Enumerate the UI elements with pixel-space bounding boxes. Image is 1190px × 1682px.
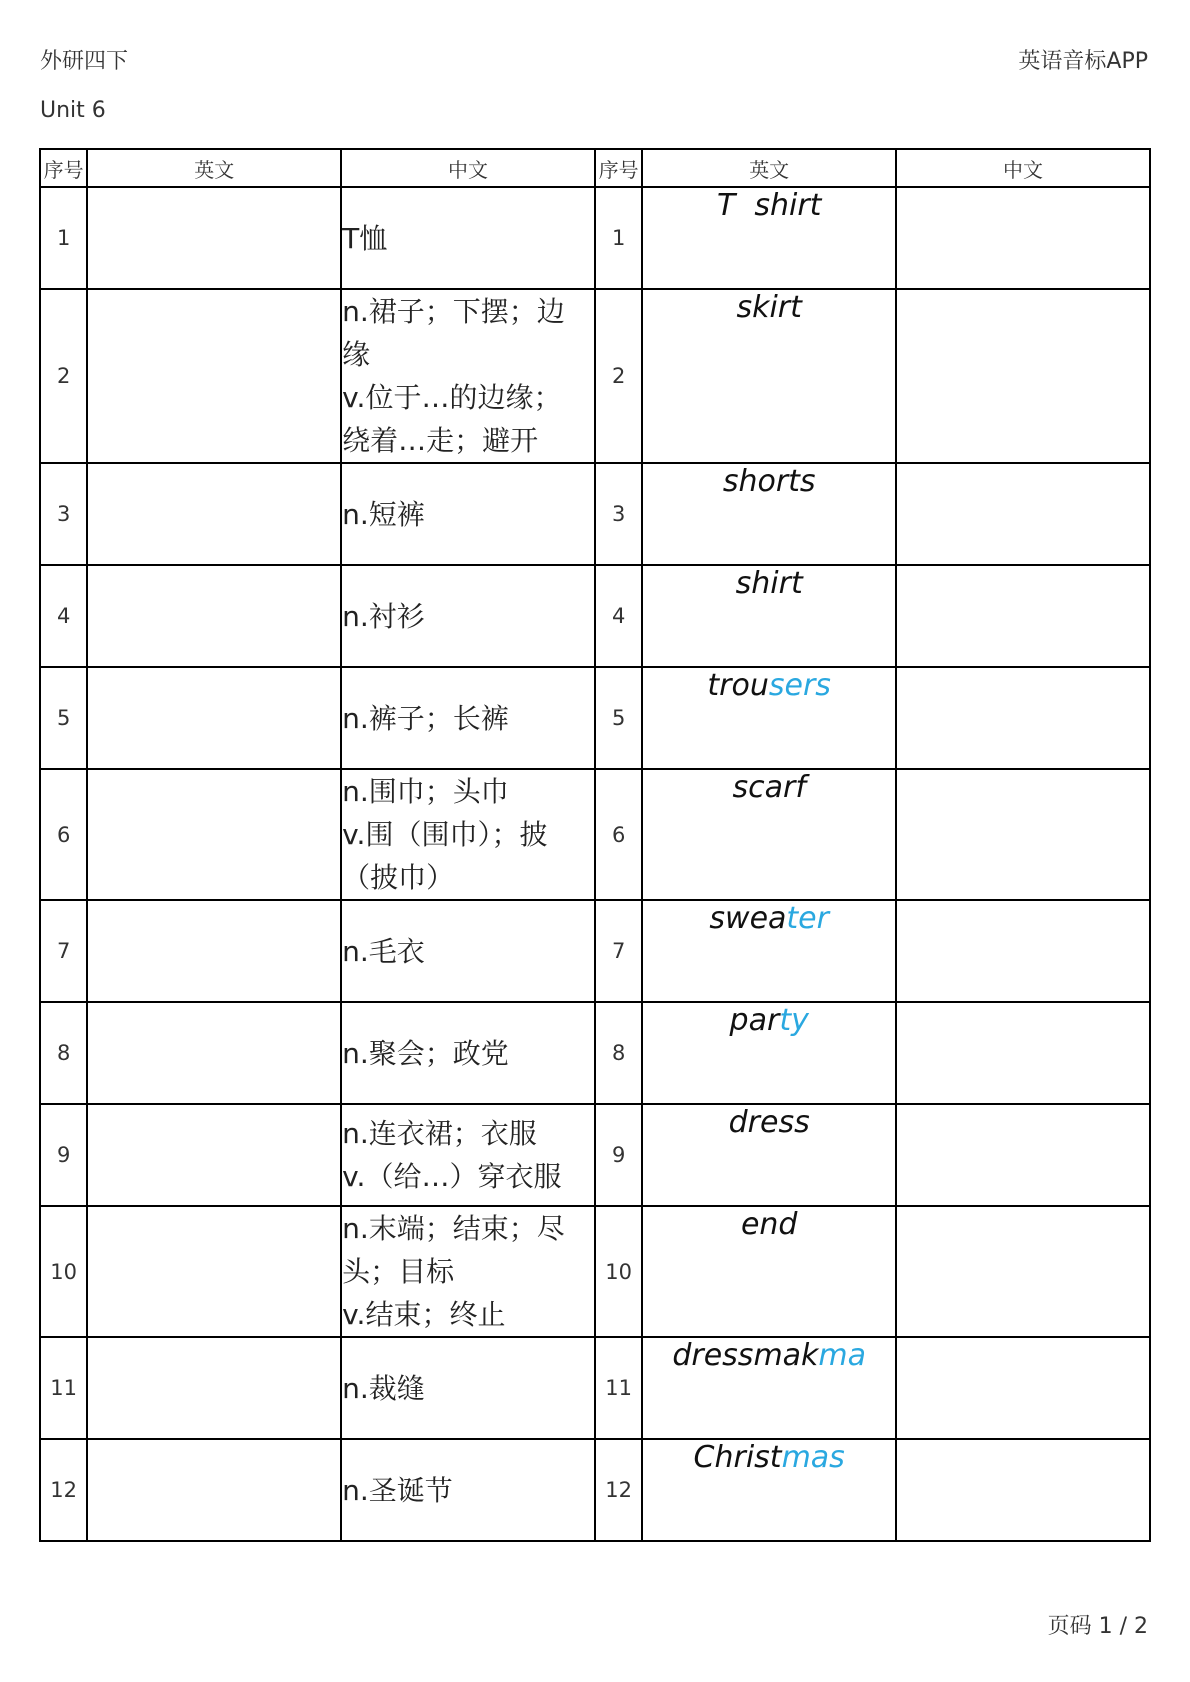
header-index-left: 序号 (40, 149, 87, 187)
english-word-highlight: sers (768, 668, 831, 703)
row-index-right: 11 (595, 1337, 642, 1439)
chinese-answer-blank (896, 187, 1150, 289)
chinese-meaning-line: n.聚会；政党 (342, 1036, 509, 1070)
row-index-left: 3 (40, 463, 87, 565)
row-index-right: 4 (595, 565, 642, 667)
row-index-left: 7 (40, 900, 87, 1002)
chinese-meaning-line: n.末端；结束；尽 (342, 1212, 565, 1245)
chinese-meaning (341, 1002, 595, 1104)
english-word-text: dress (728, 1105, 810, 1140)
english-word-text: shirt (735, 566, 803, 601)
english-word (642, 1002, 896, 1104)
header-english-right: 英文 (642, 149, 896, 187)
chinese-answer-blank (896, 289, 1150, 463)
english-answer-blank (87, 1104, 341, 1206)
english-word (642, 187, 896, 289)
english-answer-blank (87, 1206, 341, 1337)
english-word (642, 900, 896, 1002)
chinese-answer-blank (896, 900, 1150, 1002)
chinese-meaning (341, 1206, 595, 1337)
row-index-right: 8 (595, 1002, 642, 1104)
app-name: 英语音标APP (1018, 49, 1148, 74)
chinese-meaning (341, 900, 595, 1002)
table-row (40, 1337, 1150, 1439)
table-row (40, 900, 1150, 1002)
header-index-right: 序号 (595, 149, 642, 187)
english-word (642, 289, 896, 463)
chinese-meaning-line: v.结束；终止 (342, 1298, 506, 1331)
row-index-left: 10 (40, 1206, 87, 1337)
english-word-text: par (729, 1003, 780, 1038)
table-row (40, 565, 1150, 667)
chinese-meaning (341, 1104, 595, 1206)
chinese-meaning-line: 缘 (342, 338, 371, 371)
row-index-left: 11 (40, 1337, 87, 1439)
row-index-left: 8 (40, 1002, 87, 1104)
unit-title: Unit 6 (40, 98, 106, 123)
english-answer-blank (87, 667, 341, 769)
table-row (40, 1206, 1150, 1337)
chinese-answer-blank (896, 1104, 1150, 1206)
table-row (40, 1002, 1150, 1104)
row-index-left: 2 (40, 289, 87, 463)
row-index-right: 1 (595, 187, 642, 289)
english-word-highlight: ter (786, 901, 829, 936)
row-index-right: 9 (595, 1104, 642, 1206)
english-word (642, 1206, 896, 1337)
row-index-left: 5 (40, 667, 87, 769)
english-word-text: dressmak (672, 1338, 819, 1373)
chinese-meaning (341, 463, 595, 565)
english-word-text: swea (709, 901, 787, 936)
row-index-right: 7 (595, 900, 642, 1002)
row-index-right: 12 (595, 1439, 642, 1541)
english-answer-blank (87, 900, 341, 1002)
table-row (40, 1439, 1150, 1541)
chinese-meaning-line: 头；目标 (342, 1255, 455, 1288)
row-index-left: 1 (40, 187, 87, 289)
header-chinese-left: 中文 (341, 149, 595, 187)
row-index-right: 2 (595, 289, 642, 463)
chinese-meaning-line: n.裙子；下摆；边 (342, 295, 565, 328)
english-word (642, 463, 896, 565)
row-index-right: 3 (595, 463, 642, 565)
english-answer-blank (87, 565, 341, 667)
chinese-meaning-line: T恤 (342, 221, 388, 255)
table-row (40, 1104, 1150, 1206)
english-answer-blank (87, 289, 341, 463)
english-word-text: shorts (722, 464, 816, 499)
chinese-meaning-line: n.毛衣 (342, 934, 425, 968)
chinese-answer-blank (896, 1337, 1150, 1439)
english-word-highlight: ty (779, 1003, 809, 1038)
english-word-highlight: ma (818, 1338, 867, 1373)
english-word-text: end (740, 1207, 798, 1242)
english-answer-blank (87, 1002, 341, 1104)
chinese-answer-blank (896, 769, 1150, 900)
table-row (40, 463, 1150, 565)
chinese-meaning-line: n.衬衫 (342, 599, 425, 633)
english-word (642, 1439, 896, 1541)
chinese-answer-blank (896, 1206, 1150, 1337)
chinese-meaning (341, 187, 595, 289)
chinese-meaning-line: （披巾） (342, 861, 455, 894)
chinese-meaning-line: n.连衣裙；衣服 (342, 1117, 537, 1150)
english-answer-blank (87, 187, 341, 289)
chinese-answer-blank (896, 1002, 1150, 1104)
english-word-text: skirt (736, 290, 802, 325)
row-index-right: 6 (595, 769, 642, 900)
english-word (642, 1104, 896, 1206)
row-index-right: 10 (595, 1206, 642, 1337)
row-index-left: 9 (40, 1104, 87, 1206)
english-word (642, 1337, 896, 1439)
english-answer-blank (87, 1337, 341, 1439)
chinese-meaning-line: v.位于…的边缘； (342, 381, 562, 414)
english-word (642, 667, 896, 769)
english-answer-blank (87, 1439, 341, 1541)
english-answer-blank (87, 769, 341, 900)
english-word (642, 565, 896, 667)
header-english-left: 英文 (87, 149, 341, 187)
table-row (40, 667, 1150, 769)
chinese-meaning (341, 1439, 595, 1541)
chinese-meaning-line: v.（给…）穿衣服 (342, 1160, 562, 1193)
chinese-answer-blank (896, 463, 1150, 565)
english-answer-blank (87, 463, 341, 565)
header-chinese-right: 中文 (896, 149, 1150, 187)
english-word-text: scarf (732, 770, 806, 805)
chinese-meaning-line: n.裁缝 (342, 1371, 425, 1405)
chinese-meaning (341, 1337, 595, 1439)
chinese-meaning (341, 289, 595, 463)
english-word-text: Christ (693, 1440, 782, 1475)
chinese-answer-blank (896, 565, 1150, 667)
chinese-meaning (341, 667, 595, 769)
table-row (40, 187, 1150, 289)
chinese-meaning (341, 769, 595, 900)
chinese-meaning-line: n.短裤 (342, 497, 425, 531)
chinese-meaning-line: v.围（围巾）；披 (342, 818, 548, 851)
chinese-answer-blank (896, 1439, 1150, 1541)
chinese-meaning-line: n.裤子；长裤 (342, 701, 509, 735)
chinese-meaning (341, 565, 595, 667)
chinese-meaning-line: 绕着…走；避开 (342, 424, 539, 457)
english-word-highlight: mas (781, 1440, 845, 1475)
english-word (642, 769, 896, 900)
row-index-right: 5 (595, 667, 642, 769)
english-word-text: trou (707, 668, 769, 703)
page-number: 页码 1 / 2 (1047, 1614, 1148, 1639)
row-index-left: 6 (40, 769, 87, 900)
table-row (40, 289, 1150, 463)
chinese-meaning-line: n.围巾；头巾 (342, 775, 509, 808)
vocabulary-table (39, 148, 1151, 1542)
english-word-text: T shirt (716, 188, 822, 223)
row-index-left: 12 (40, 1439, 87, 1541)
chinese-answer-blank (896, 667, 1150, 769)
table-header-row (40, 149, 1150, 187)
table-row (40, 769, 1150, 900)
chinese-meaning-line: n.圣诞节 (342, 1473, 453, 1507)
row-index-left: 4 (40, 565, 87, 667)
book-title: 外研四下 (40, 49, 129, 74)
